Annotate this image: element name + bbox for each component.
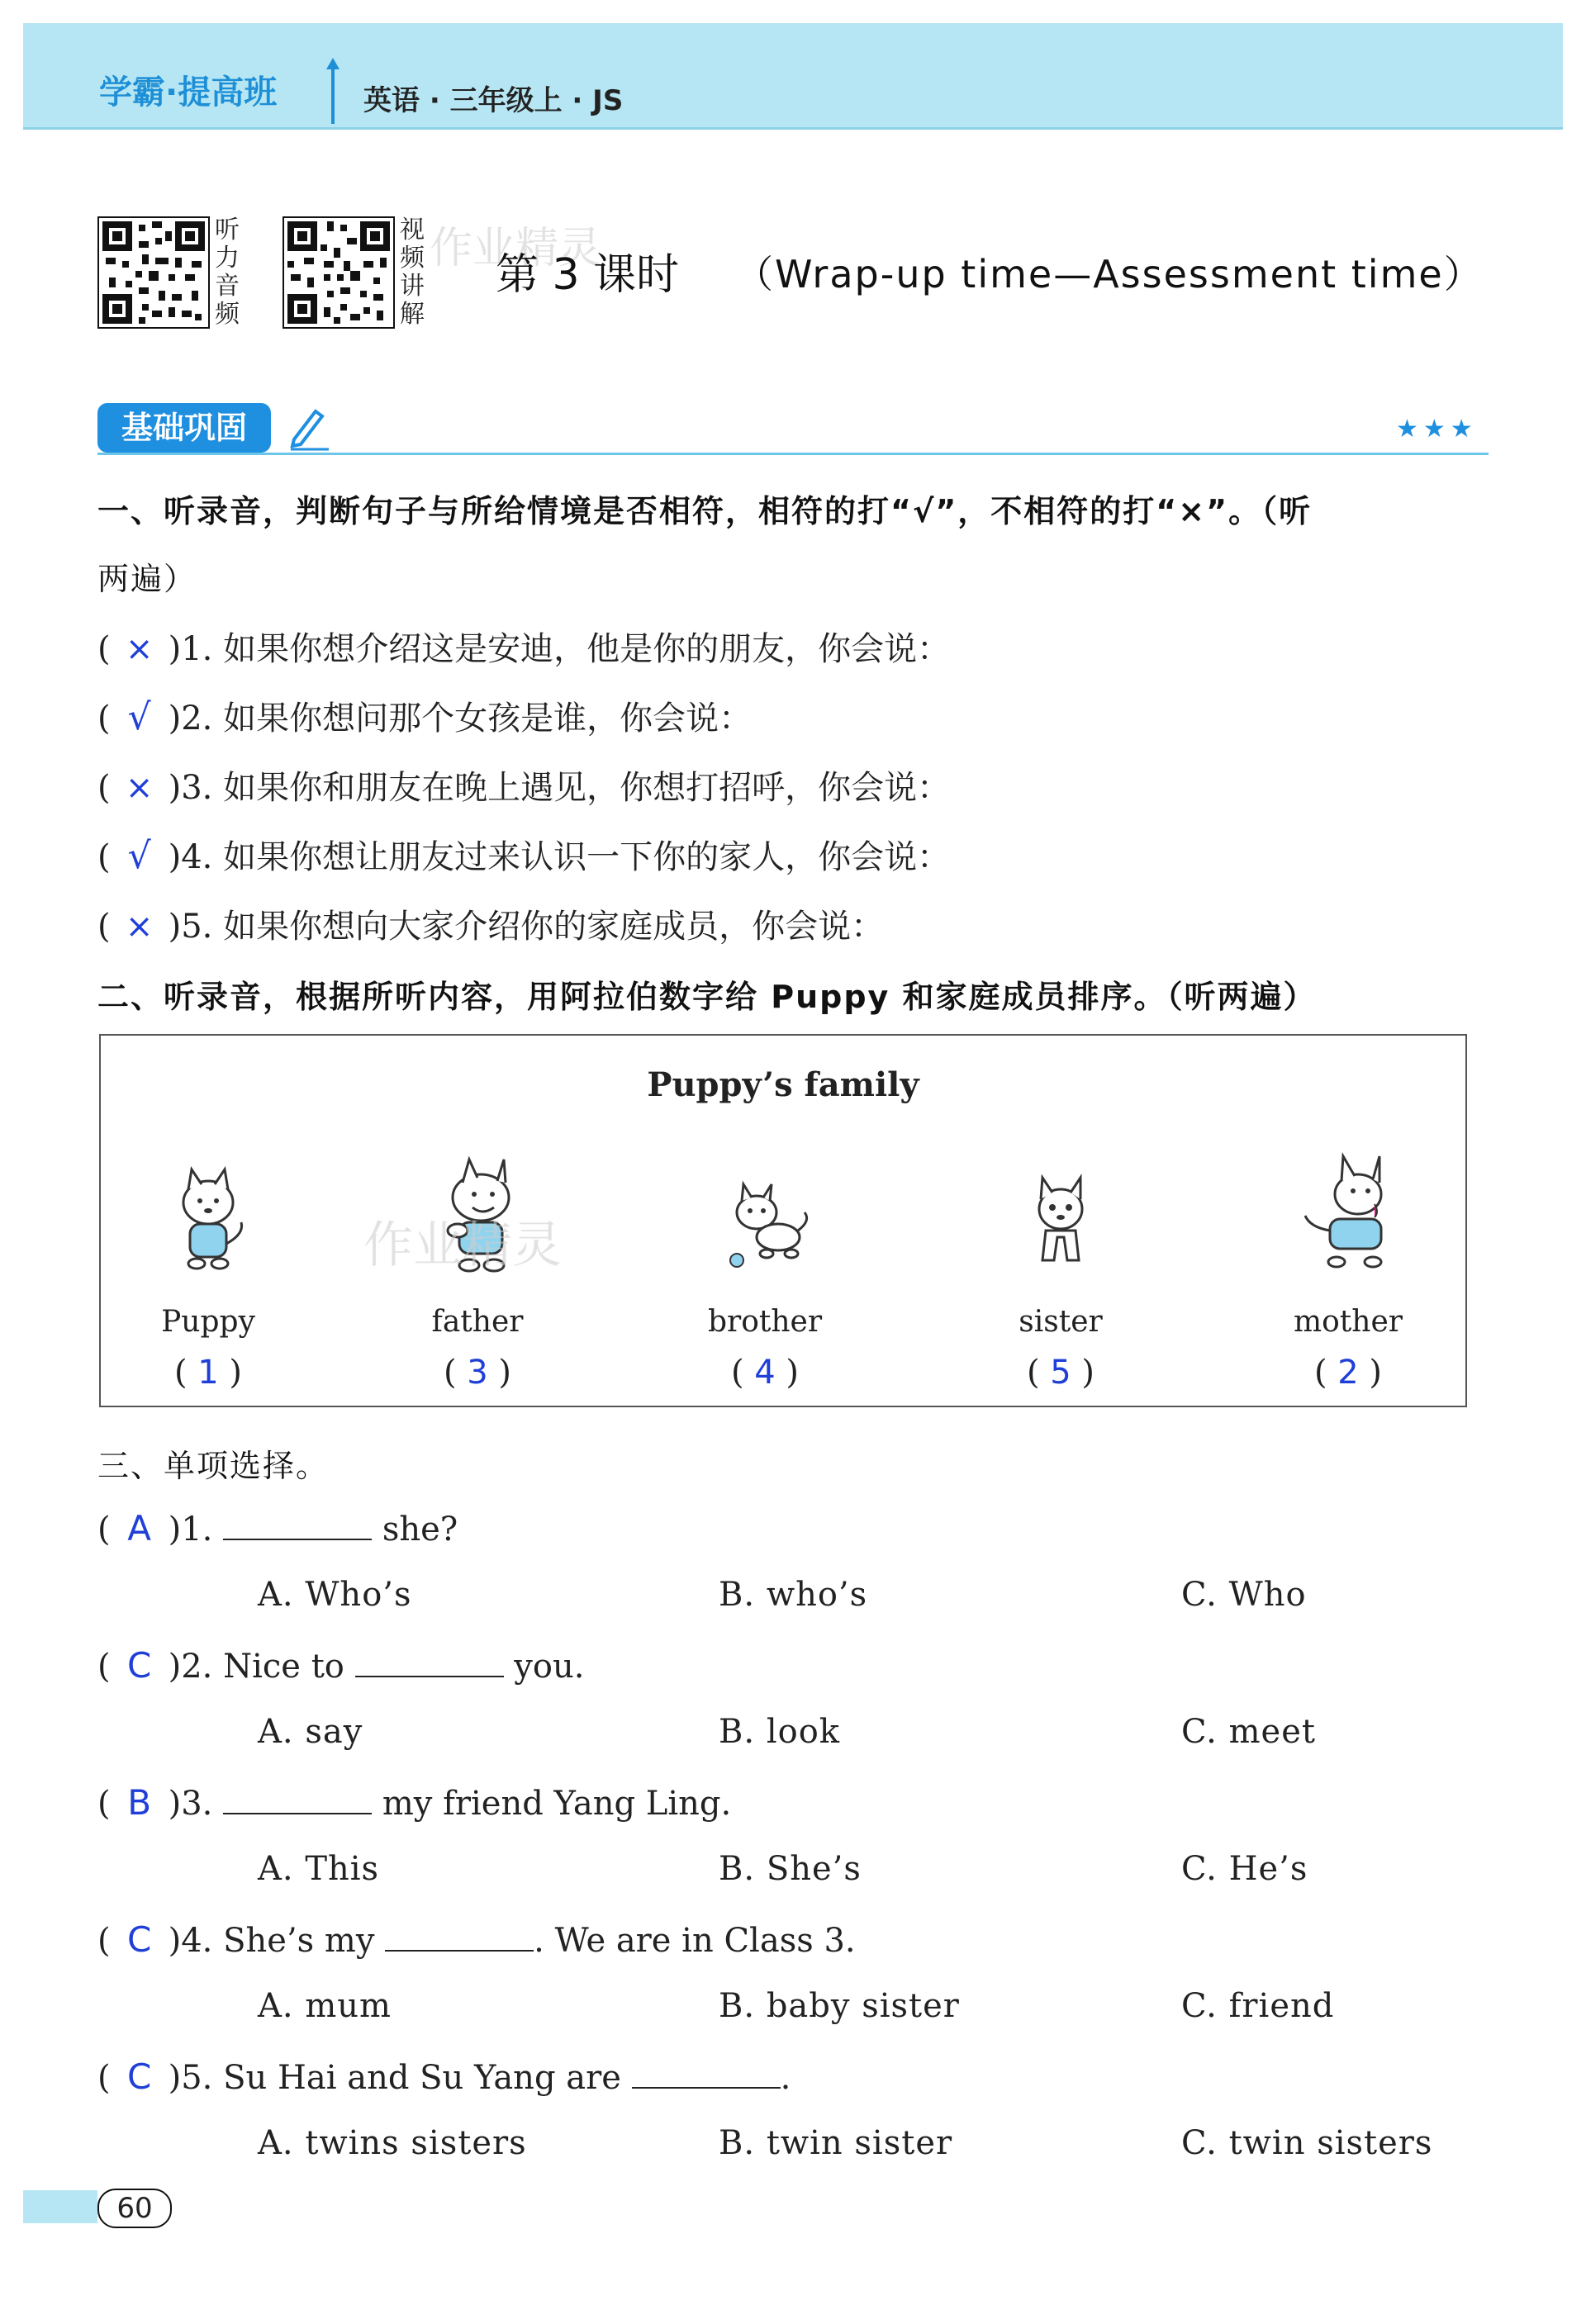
family-box: [99, 1034, 1467, 1407]
q1-heading-line1: 一、听录音，判断句子与所给情境是否相符，相符的打“√”，不相符的打“×”。（听: [97, 493, 1313, 529]
qr-label-char: 视: [400, 216, 425, 244]
q1-answer[interactable]: ×: [125, 630, 154, 668]
q3-option[interactable]: B. twin sister: [719, 2124, 953, 2162]
member-name: Puppy: [161, 1305, 255, 1339]
q1-item: ( × )5. 如果你想向大家介绍你的家庭成员，你会说：: [97, 908, 885, 946]
lesson-title: 第 3 课时: [496, 250, 680, 300]
lesson-subtitle: （Wrap-up time—Assessment time）: [735, 252, 1484, 296]
q1-item-text: )5. 如果你想向大家介绍你的家庭成员，你会说：: [168, 908, 885, 946]
q3-item-after: she?: [382, 1511, 458, 1549]
q3-item-after: . We are in Class 3.: [534, 1922, 856, 1960]
puppy-icon: [142, 1151, 274, 1283]
q3-item-after: you.: [514, 1648, 585, 1686]
q3-item-before: Nice to: [223, 1648, 344, 1686]
section-badge: 基础巩固: [97, 403, 271, 453]
brother-dog-icon: [699, 1151, 831, 1283]
q3-item-before: Su Hai and Su Yang are: [223, 2059, 621, 2097]
page-number: 60: [97, 2189, 172, 2228]
q3-item-number: )5.: [168, 2059, 213, 2097]
mother-dog-icon: [1282, 1151, 1414, 1283]
section-divider: [97, 453, 1489, 455]
q3-option[interactable]: B. who’s: [719, 1576, 868, 1614]
q3-item: ( A )1. she?: [97, 1508, 458, 1549]
member-name: mother: [1294, 1305, 1403, 1339]
qr-label-char: 解: [400, 300, 425, 329]
member-mother: [1257, 1151, 1439, 1392]
q3-option[interactable]: B. baby sister: [719, 1987, 960, 2025]
member-puppy: [117, 1151, 299, 1392]
q3-item-number: )3.: [168, 1785, 213, 1823]
q3-item-after: my friend Yang Ling.: [382, 1785, 732, 1823]
qr-label-char: 频: [215, 300, 240, 329]
q1-item-text: )1. 如果你想介绍这是安迪，他是你的朋友，你会说：: [168, 630, 951, 668]
member-name: father: [431, 1305, 524, 1339]
q1-answer[interactable]: √: [127, 696, 151, 738]
qr-code-icon: [284, 218, 393, 327]
q1-heading-line2: 两遍）: [97, 561, 197, 597]
q3-item-number: )4.: [168, 1922, 213, 1960]
subject-label: 英语 · 三年级上 · JS: [363, 84, 624, 117]
member-answer: ( 2 ): [1313, 1354, 1383, 1392]
answer-blank[interactable]: [355, 1648, 504, 1677]
q3-option[interactable]: A. Who’s: [258, 1576, 412, 1614]
q1-item-text: )3. 如果你和朋友在晚上遇见，你想打招呼，你会说：: [168, 769, 951, 807]
member-answer-value[interactable]: 4: [754, 1354, 776, 1392]
q3-answer[interactable]: B: [127, 1782, 152, 1823]
qr-code-icon: [99, 218, 208, 327]
answer-blank[interactable]: [385, 1922, 534, 1952]
member-name: brother: [707, 1305, 823, 1339]
q3-option[interactable]: A. say: [258, 1713, 363, 1751]
qr-label-char: 频: [400, 244, 425, 273]
q3-item: ( C )4. She’s my . We are in Class 3.: [97, 1919, 856, 1960]
qr-label-audio: [215, 216, 243, 329]
q3-answer[interactable]: C: [126, 2056, 152, 2097]
q1-item: ( × )1. 如果你想介绍这是安迪，他是你的朋友，你会说：: [97, 630, 951, 668]
q3-option[interactable]: C. meet: [1181, 1713, 1316, 1751]
answer-blank[interactable]: [223, 1785, 372, 1814]
difficulty-stars: ★★★: [1396, 415, 1478, 443]
member-answer-value[interactable]: 3: [467, 1354, 488, 1392]
q3-option[interactable]: C. He’s: [1181, 1850, 1308, 1888]
member-brother: [674, 1151, 856, 1392]
q3-item: ( C )2. Nice to you.: [97, 1645, 585, 1686]
member-sister: [970, 1151, 1152, 1392]
q3-item: ( B )3. my friend Yang Ling.: [97, 1782, 732, 1823]
q3-option[interactable]: A. This: [258, 1850, 380, 1888]
q1-answer[interactable]: ×: [125, 908, 154, 946]
brand-title: 学霸·提高班: [99, 74, 278, 111]
member-answer-value[interactable]: 1: [197, 1354, 219, 1392]
family-box-title: Puppy’s family: [647, 1065, 919, 1104]
q1-item: ( × )3. 如果你和朋友在晚上遇见，你想打招呼，你会说：: [97, 769, 951, 807]
page-number-band: [23, 2190, 97, 2223]
q3-option[interactable]: C. friend: [1181, 1987, 1335, 2025]
q1-item: ( √ )4. 如果你想让朋友过来认识一下你的家人，你会说：: [97, 835, 951, 877]
member-name: sister: [1019, 1305, 1103, 1339]
q2-heading: 二、听录音，根据所听内容，用阿拉伯数字给 Puppy 和家庭成员排序。（听两遍）: [97, 979, 1317, 1015]
watermark: 作业精灵: [363, 1217, 562, 1274]
member-answer: ( 3 ): [443, 1354, 512, 1392]
q1-item-text: )4. 如果你想让朋友过来认识一下你的家人，你会说：: [168, 838, 951, 876]
answer-blank[interactable]: [632, 2059, 781, 2089]
q3-heading: 三、单项选择。: [97, 1448, 330, 1484]
q1-item: ( √ )2. 如果你想问那个女孩是谁，你会说：: [97, 696, 753, 738]
q3-option[interactable]: C. Who: [1181, 1576, 1307, 1614]
q3-item-before: She’s my: [223, 1922, 375, 1960]
q3-answer[interactable]: A: [127, 1508, 151, 1549]
q1-answer[interactable]: √: [127, 835, 151, 877]
qr-label-char: 讲: [400, 272, 425, 301]
member-answer: ( 5 ): [1026, 1354, 1095, 1392]
q3-option[interactable]: B. She’s: [719, 1850, 862, 1888]
q3-option[interactable]: A. twins sisters: [258, 2124, 527, 2162]
answer-blank[interactable]: [223, 1511, 372, 1540]
q3-answer[interactable]: C: [126, 1645, 152, 1686]
qr-label-char: 力: [215, 244, 240, 273]
member-answer: ( 4 ): [730, 1354, 800, 1392]
qr-label-video: [400, 216, 428, 329]
watermark: 作业精灵: [430, 224, 602, 273]
member-answer-value[interactable]: 5: [1050, 1354, 1071, 1392]
q3-item-after: .: [780, 2059, 791, 2097]
q3-item-number: )1.: [168, 1511, 213, 1549]
q3-item-number: )2.: [168, 1648, 213, 1686]
arrow-icon: [325, 58, 340, 124]
sister-dog-icon: [995, 1151, 1127, 1283]
q1-answer[interactable]: ×: [125, 769, 154, 807]
q3-option[interactable]: A. mum: [258, 1987, 392, 2025]
member-answer-value[interactable]: 2: [1337, 1354, 1359, 1392]
q3-item: ( C )5. Su Hai and Su Yang are .: [97, 2056, 791, 2097]
q3-answer[interactable]: C: [126, 1919, 152, 1960]
q3-option[interactable]: B. look: [719, 1713, 841, 1751]
qr-code-audio[interactable]: [97, 216, 210, 329]
q1-item-text: )2. 如果你想问那个女孩是谁，你会说：: [168, 700, 753, 738]
qr-code-video[interactable]: [283, 216, 395, 329]
pencil-icon: [283, 405, 332, 451]
qr-label-char: 音: [215, 272, 240, 301]
q3-option[interactable]: C. twin sisters: [1181, 2124, 1433, 2162]
qr-label-char: 听: [215, 216, 240, 244]
member-answer: ( 1 ): [173, 1354, 243, 1392]
